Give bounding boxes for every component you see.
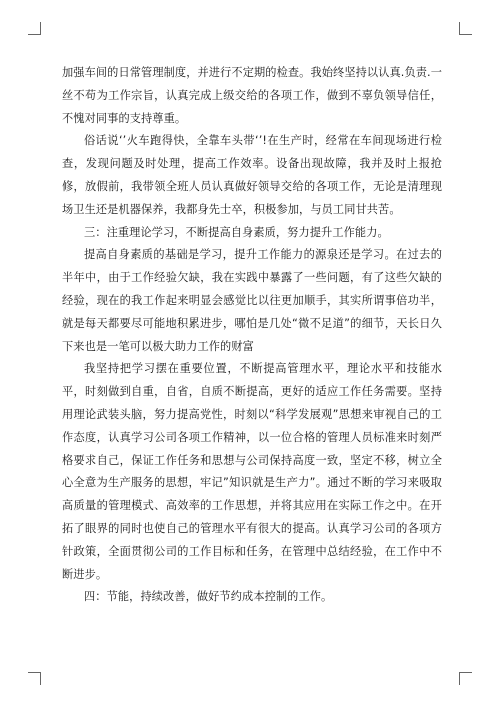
crop-mark-top-right (459, 22, 472, 35)
crop-mark-bottom-right (459, 672, 472, 685)
paragraph-1: 加强车间的日常管理制度，并进行不定期的检查。我始终坚持以认真.负责.一丝不苟为工作宗旨，认真完成上级交给的各项工作，做到不辜负领导信任，不愧对同事的支持尊重。 (62, 66, 442, 125)
section-heading-3: 三：注重理论学习，不断提高自身素质，努力提升工作能力。 (84, 225, 389, 239)
section-heading-4: 四：节能，持续改善，做好节约成本控制的工作。 (84, 590, 333, 604)
crop-mark-top-left (28, 22, 41, 35)
document-body (62, 62, 442, 609)
crop-mark-bottom-left (28, 672, 41, 685)
paragraph-5: 我坚持把学习摆在重要位置，不断提高管理水平，理论水平和技能水平，时刻做到自重，自省，自质不断提高，更好的适应工作任务需要。坚持用理论武装头脑，努力提高党性，时刻以“科学发展观”思想来审视自己的工作态度，认真学习公司各项工作精神，以一位合格的管理人员标准来时刻严格要求自己，保证工作任务和思想与公司保持高度一致，坚定不移，树立全心全意为生产服务的思想，牢记”知识就是生产力”。通过不断的学习来吸取高质量的管理模式、高效率的工作思想，并将其应用在实际工作之中。在开拓了眼界的同时也使自己的管理水平有很大的提高。认真学习公司的各项方针政策，全面贯彻公司的工作目标和任务，在管理中总结经验，在工作中不断进步。 (62, 362, 442, 581)
paragraph-4: 提高自身素质的基础是学习，提升工作能力的源泉还是学习。在过去的半年中，由于工作经验欠缺，我在实践中暴露了一些问题，有了这些欠缺的经验，现在的我工作起来明显会感觉比以往更加顺手，其实所谓事倍功半，就是每天都要尽可能地积累进步，哪怕是几处“微不足道”的细节，天长日久下来也是一笔可以极大助力工作的财富 (62, 248, 442, 353)
paragraph-2: 俗话说‘’火车跑得快，全靠车头带‘’!在生产时，经常在车间现场进行检查，发现问题及时处理，提高工作效率。设备出现故障，我并及时上报抢修，放假前，我带领全班人员认真做好领导交给的各项工作，无论是清理现场卫生还是机器保养，我都身先士卒，积极参加，与员工同甘共苦。 (62, 134, 442, 216)
